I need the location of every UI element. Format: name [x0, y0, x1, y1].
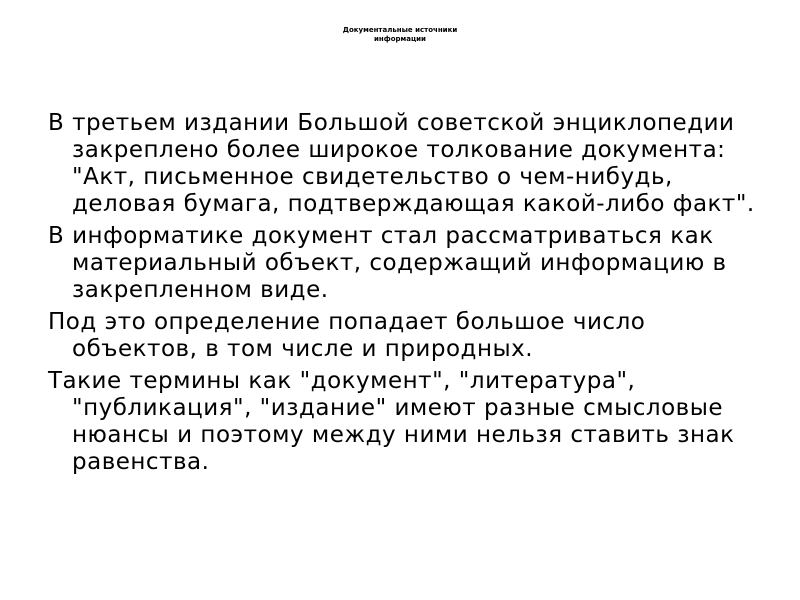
- slide-body: [48, 110, 768, 481]
- body-paragraph-4: Такие термины как "документ", "литература", "публикация", "издание" имеют разные смысловые нюансы и поэтому между ними нельзя ставить знак равенства.: [48, 368, 735, 475]
- slide-title: [0, 26, 800, 44]
- slide-title-line-2: информации: [374, 35, 426, 43]
- body-paragraph-1: В третьем издании Большой советской энциклопедии закреплено более широкое толкование документа: "Акт, письменное свидетельство о чем-нибудь, деловая бумага, подтверждающая какой-либо факт".: [48, 110, 755, 217]
- body-paragraph-3: Под это определение попадает большое число объектов, в том числе и природных.: [48, 309, 646, 362]
- body-paragraph-2: В информатике документ стал рассматриваться как материальный объект, содержащий информацию в закрепленном виде.: [48, 223, 727, 303]
- slide-title-line-1: Документальные источники: [342, 26, 458, 34]
